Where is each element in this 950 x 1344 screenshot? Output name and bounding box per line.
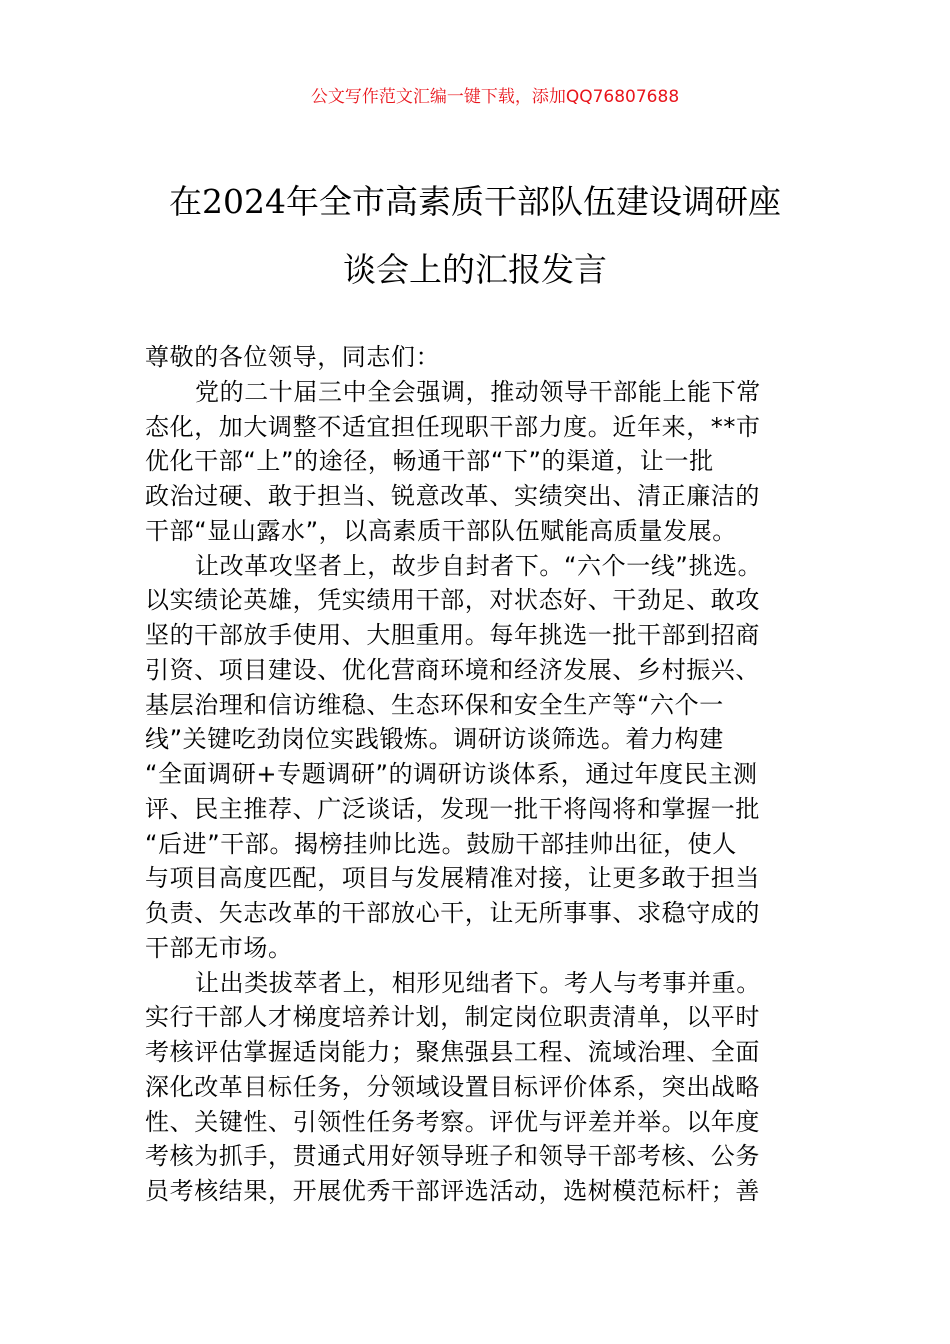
body-text-line: “后进”干部。揭榜挂帅比选。鼓励干部挂帅出征，使人	[145, 829, 737, 858]
body-text-line: 引资、项目建设、优化营商环境和经济发展、乡村振兴、	[145, 655, 760, 684]
body-text-line: 让出类拔萃者上，相形见绌者下。考人与考事并重。	[195, 968, 761, 997]
body-text-line: 让改革攻坚者上，故步自封者下。“六个一线”挑选。	[195, 551, 763, 580]
body-text-line: 员考核结果，开展优秀干部评选活动，选树模范标杆；善	[145, 1177, 760, 1205]
body-text-line: “全面调研+专题调研”的调研访谈体系，通过年度民主测	[145, 760, 758, 788]
document-title-line-1: 在2024年全市高素质干部队伍建设调研座	[169, 182, 781, 221]
body-text-line: 干部无市场。	[145, 933, 293, 962]
body-text-line: 线”关键吃劲岗位实践锻炼。调研访谈筛选。着力构建	[145, 725, 724, 754]
body-text-line: 考核评估掌握适岗能力；聚焦强县工程、流域治理、全面	[145, 1038, 760, 1066]
body-text-line: 负责、矢志改革的干部放心干，让无所事事、求稳守成的	[145, 899, 760, 927]
body-text-line: 考核为抓手，贯通式用好领导班子和领导干部考核、公务	[145, 1142, 760, 1171]
body-text-line: 优化干部“上”的途径，畅通干部“下”的渠道，让一批	[145, 447, 714, 476]
body-text-line: 性、关键性、引领性任务考察。评优与评差并举。以年度	[145, 1107, 760, 1136]
document-body	[145, 340, 825, 1209]
download-note: 公文写作范文汇编一键下载，添加QQ76807688	[310, 87, 680, 107]
body-text-line: 干部“显山露水”，以高素质干部队伍赋能高质量发展。	[145, 516, 737, 545]
body-text-line: 以实绩论英雄，凭实绩用干部，对状态好、干劲足、敢攻	[145, 586, 760, 615]
body-text-line: 党的二十届三中全会强调，推动领导干部能上能下常	[195, 377, 761, 406]
body-text-line: 坚的干部放手使用、大胆重用。每年挑选一批干部到招商	[145, 621, 760, 649]
body-text-line: 基层治理和信访维稳、生态环保和安全生产等“六个一	[145, 690, 724, 719]
body-text-line: 与项目高度匹配，项目与发展精准对接，让更多敢于担当	[145, 864, 760, 893]
body-text-line: 政治过硬、敢于担当、锐意改革、实绩突出、清正廉洁的	[145, 482, 760, 510]
document-title-line-2: 谈会上的汇报发言	[343, 250, 607, 289]
body-text-line: 实行干部人才梯度培养计划，制定岗位职责清单，以平时	[145, 1003, 760, 1032]
body-text-line: 尊敬的各位领导，同志们：	[145, 343, 441, 371]
body-text-line: 深化改革目标任务，分领域设置目标评价体系，突出战略	[145, 1072, 760, 1101]
body-text-line: 评、民主推荐、广泛谈话，发现一批干将闯将和掌握一批	[145, 794, 760, 823]
body-text-line: 态化，加大调整不适宜担任现职干部力度。近年来，**市	[145, 412, 761, 441]
